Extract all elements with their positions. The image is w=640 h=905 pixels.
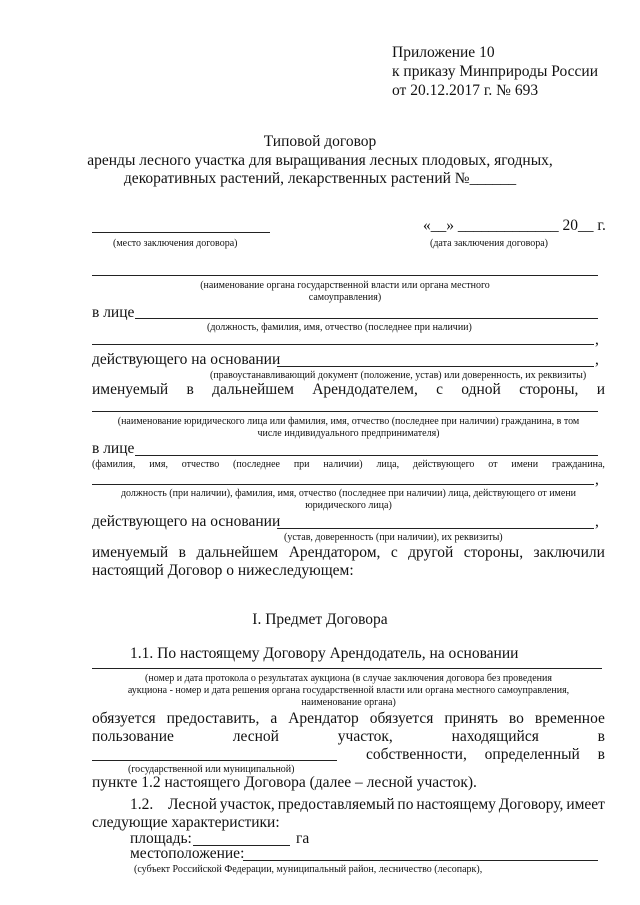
clause-1-2-number: 1.2. (130, 796, 154, 813)
word: участок, (337, 728, 393, 745)
word: лесной (232, 728, 279, 745)
clause-1-1: 1.1. По настоящему Договору Арендодатель, на основании (130, 645, 519, 662)
location-caption: (субъект Российской Федерации, муниципальный район, лесничество (лесопарк), (134, 864, 483, 875)
word: обязуется (369, 710, 434, 727)
protocol-caption-cont: аукциона - номер и дата решения органа государственной власти или органа местного самоуправления, (127, 685, 570, 696)
word: с (436, 381, 444, 398)
word: пользование (92, 728, 174, 745)
area-label: площадь: (130, 830, 192, 847)
word: наличии) (323, 459, 363, 470)
word: (последнее (233, 459, 280, 470)
word: одной (461, 381, 501, 398)
word: обязуется (92, 710, 156, 727)
obliged-phrase (92, 710, 605, 728)
word: имя, (149, 459, 168, 470)
word: участок, (219, 796, 275, 813)
word: и (596, 381, 605, 398)
characteristics-label: следующие характеристики: (92, 814, 280, 831)
word: лица, (376, 459, 400, 470)
citizen-caption-cont: должность (при наличии), фамилия, имя, отчество (последнее при наличии) лица, действующего от имени (120, 488, 577, 499)
word: с (390, 544, 398, 561)
word: именуемый (92, 544, 169, 561)
ownership-phrase (366, 746, 605, 764)
authority-caption-cont: самоуправления) (308, 292, 382, 303)
position-caption: (должность, фамилия, имя, отчество (последнее при наличии) (207, 322, 472, 333)
word: дальнейшем (196, 544, 279, 561)
word: временное (534, 710, 605, 727)
comma: , (595, 351, 599, 368)
ownership-caption: (государственной или муниципальной) (128, 764, 295, 775)
comma: , (595, 471, 599, 488)
basis-blank-line[interactable] (277, 366, 594, 367)
word: собственности, (366, 746, 467, 763)
authority-blank-line[interactable] (92, 275, 598, 276)
lessee-blank-line[interactable] (92, 411, 598, 412)
ownership-blank-line[interactable] (92, 760, 337, 761)
word: стороны, (463, 544, 524, 561)
acting-basis-label-2: действующего на основании (92, 513, 281, 530)
word: Договору, (498, 796, 564, 813)
word: заключили (533, 544, 605, 561)
word: от (488, 459, 498, 470)
word: Арендатор (288, 710, 359, 727)
order-reference: к приказу Минприроды России (392, 63, 599, 80)
appendix-number: Приложение 10 (392, 44, 495, 61)
place-blank-line[interactable] (92, 232, 270, 233)
word: Арендатором, (288, 544, 381, 561)
word: в (178, 544, 186, 561)
word: по (397, 796, 414, 813)
place-caption: (место заключения договора) (113, 238, 238, 249)
contract-date-field[interactable]: «__» _____________ 20__ г. (423, 217, 606, 234)
entity-caption-cont: числе индивидуального предпринимателя) (257, 428, 440, 439)
in-person-label-2: в лице (92, 440, 135, 457)
point-1-2-reference: пункте 1.2 настоящего Договора (далее – лесной участок). (92, 774, 477, 791)
word: принять (444, 710, 498, 727)
word: именуемый (92, 381, 169, 398)
order-date-number: от 20.12.2017 г. № 693 (392, 82, 539, 99)
lessee-representative-line-2[interactable] (92, 484, 594, 485)
word: во (508, 710, 524, 727)
word: настоящему (416, 796, 496, 813)
word: в (597, 746, 605, 763)
location-label: местоположение: (130, 845, 245, 862)
area-unit: га (296, 830, 310, 847)
basis-caption: (правоустанавливающий документ (положение, устав) или доверенность, их реквизиты) (210, 370, 587, 381)
lessor-phrase (92, 381, 605, 399)
charter-caption: (устав, доверенность (при наличии), их реквизиты) (284, 532, 503, 543)
acting-basis-label: действующего на основании (92, 351, 281, 368)
comma: , (595, 331, 599, 348)
comma: , (595, 513, 599, 530)
entity-caption: (наименование юридического лица или фамилия, имя, отчество (последнее при наличии) гражданина, в том (117, 416, 580, 427)
section-heading: I. Предмет Договора (252, 611, 388, 628)
word: а (270, 710, 278, 727)
lessee-phrase (92, 544, 605, 562)
citizen-caption-cont-2: юридического лица) (305, 500, 392, 511)
word: в (186, 381, 194, 398)
representative-blank-line[interactable] (135, 318, 598, 319)
word: (фамилия, (92, 459, 136, 470)
lessee-phrase-cont: настоящий Договор о нижеследующем: (92, 562, 354, 579)
word: находящийся (451, 728, 539, 745)
clause-1-2-text (168, 796, 605, 814)
in-person-label: в лице (92, 304, 135, 321)
word: определенный (484, 746, 580, 763)
citizen-caption (92, 459, 605, 470)
word: имеет (566, 796, 605, 813)
use-phrase (92, 728, 605, 746)
document-subtitle-line1: аренды лесного участка для выращивания лесных плодовых, ягодных, (87, 152, 553, 169)
protocol-blank-line[interactable] (92, 668, 602, 669)
location-blank-line[interactable] (243, 860, 598, 861)
word: предоставляемый (277, 796, 395, 813)
word: другой (408, 544, 454, 561)
word: действующего (412, 459, 475, 470)
representative-blank-line-2[interactable] (92, 344, 594, 345)
document-subtitle-line2: декоративных растений, лекарственных растений №______ (123, 170, 517, 187)
document-title: Типовой договор (263, 133, 377, 150)
word: гражданина, (551, 459, 605, 470)
word: в (597, 728, 605, 745)
word: Лесной (168, 796, 217, 813)
protocol-caption-cont-2: наименование органа) (301, 697, 396, 708)
word: имени (511, 459, 539, 470)
word: дальнейшем (212, 381, 294, 398)
lessee-representative-line[interactable] (135, 455, 598, 456)
authority-caption: (наименование органа государственной власти или органа местного (200, 280, 490, 291)
word: предоставить, (166, 710, 260, 727)
protocol-caption: (номер и дата протокола о результатах аукциона (в случае заключения договора без проведения (145, 673, 552, 684)
word: Арендодателем, (312, 381, 418, 398)
charter-blank-line[interactable] (277, 528, 594, 529)
date-caption: (дата заключения договора) (430, 238, 548, 249)
word: при (293, 459, 310, 470)
word: стороны, (519, 381, 579, 398)
word: отчество (181, 459, 220, 470)
